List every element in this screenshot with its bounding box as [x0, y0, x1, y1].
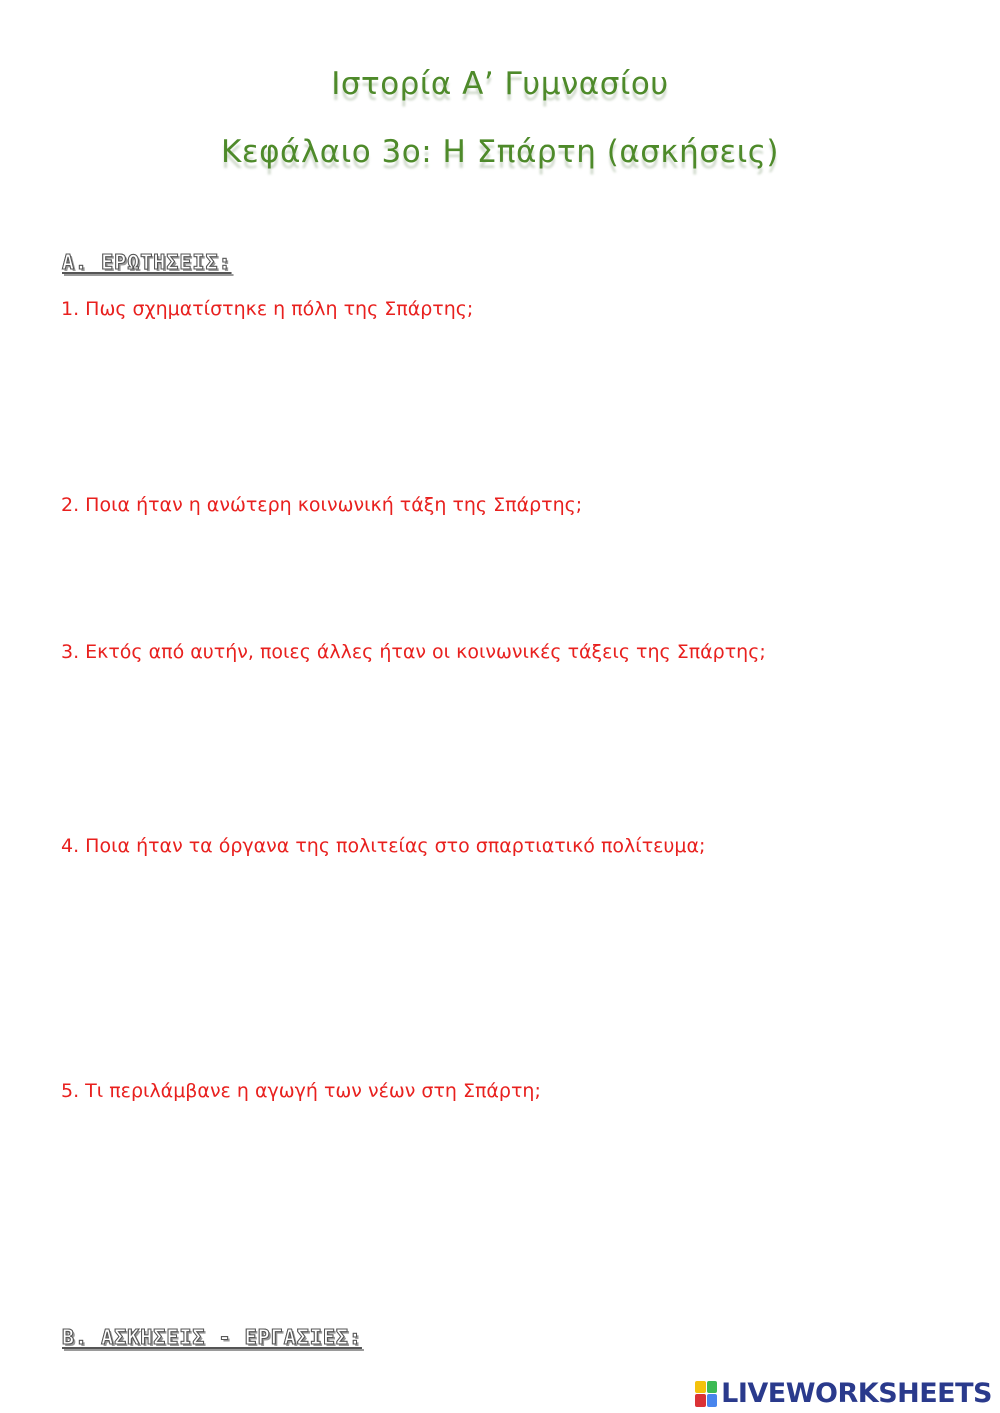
section-a-heading: Α. ΕΡΩΤΗΣΕΙΣ: [62, 250, 232, 274]
question-2: 2. Ποια ήταν η ανώτερη κοινωνική τάξη της Σπάρτης; [61, 494, 583, 516]
brand-name: LIVEWORKSHEETS [721, 1378, 992, 1409]
question-3: 3. Εκτός από αυτήν, ποιες άλλες ήταν οι κοινωνικές τάξεις της Σπάρτης; [61, 641, 766, 663]
logo-square-1 [695, 1381, 706, 1394]
liveworksheets-logo-icon [695, 1381, 717, 1407]
liveworksheets-brand [695, 1378, 992, 1409]
worksheet-title: Ιστορία Α’ Γυμνασίου [331, 66, 669, 102]
section-b-heading: Β. ΑΣΚΗΣΕΙΣ - ΕΡΓΑΣΙΕΣ: [62, 1325, 362, 1349]
logo-square-4 [707, 1394, 718, 1407]
worksheet-subtitle: Κεφάλαιο 3ο: Η Σπάρτη (ασκήσεις) [220, 134, 779, 170]
question-5: 5. Τι περιλάμβανε η αγωγή των νέων στη Σπάρτη; [61, 1080, 541, 1102]
logo-square-3 [695, 1394, 706, 1407]
question-4: 4. Ποια ήταν τα όργανα της πολιτείας στο σπαρτιατικό πολίτευμα; [61, 835, 706, 857]
question-1: 1. Πως σχηματίστηκε η πόλη της Σπάρτης; [61, 298, 474, 320]
logo-square-2 [707, 1381, 718, 1394]
